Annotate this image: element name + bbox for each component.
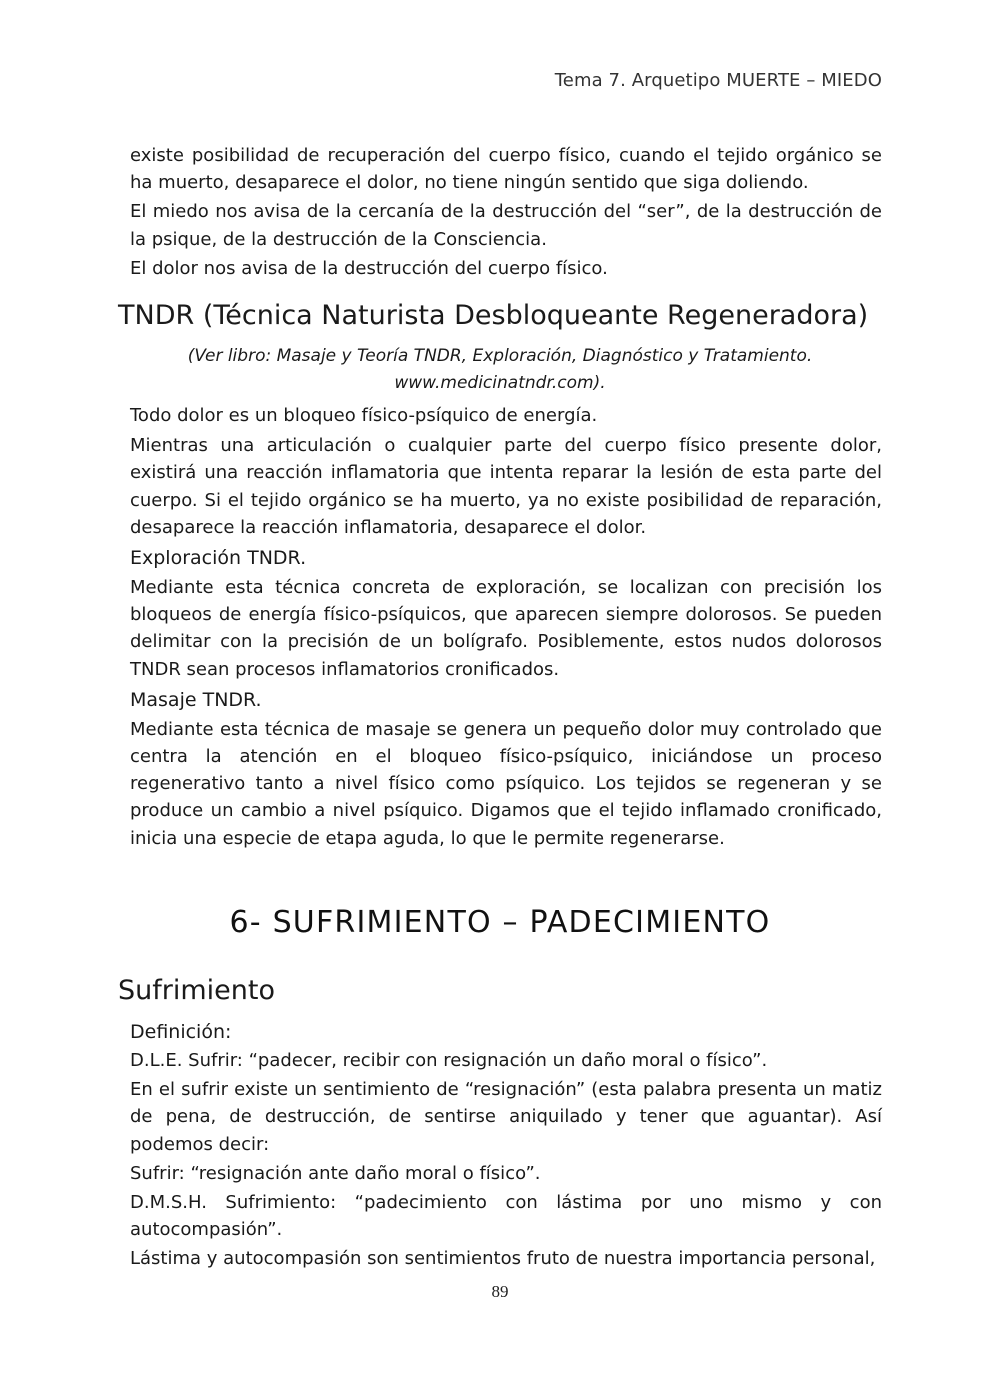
masaje-paragraph: Mediante esta técnica de masaje se genera un pequeño dolor muy controlado que centra la atención en el bloqueo físico-psíquico, iniciándose un proceso regenerativo tanto a nivel físico como psíquico. Los tejidos se regeneran y se produce un cambio a nivel psíquico. Digamos que el tejido inflamado cronificado, inicia una especie de etapa aguda, lo que le permite regenerarse. <box>130 718 882 849</box>
tndr-section-title: TNDR (Técnica Naturista Desbloqueante Regeneradora) <box>118 300 869 331</box>
sufrimiento-paragraph: En el sufrir existe un sentimiento de “resignación” (esta palabra presenta un matiz de pena, de destrucción, de sentirse aniquilado y tener que aguantar). Así podemos decir: <box>130 1079 882 1155</box>
intro-text <box>130 142 882 282</box>
book-reference-line: (Ver libro: Masaje y Teoría TNDR, Exploración, Diagnóstico y Tratamiento. <box>187 346 813 366</box>
running-head: Tema 7. Arquetipo MUERTE – MIEDO <box>554 70 882 91</box>
masaje-heading: Masaje TNDR. <box>130 688 262 711</box>
intro-paragraph: El miedo nos avisa de la cercanía de la destrucción del “ser”, de la destrucción de la psique, de la destrucción de la Consciencia. <box>130 201 882 250</box>
sufrimiento-paragraph: D.L.E. Sufrir: “padecer, recibir con resignación un daño moral o físico”. <box>130 1050 768 1071</box>
book-reference-link: www.medicinatndr.com). <box>394 373 606 393</box>
sufrimiento-section-title: Sufrimiento <box>118 975 275 1006</box>
sufrimiento-paragraph: D.M.S.H. Sufrimiento: “padecimiento con lástima por uno mismo y con autocompasión”. <box>130 1192 882 1241</box>
intro-paragraph: existe posibilidad de recuperación del cuerpo físico, cuando el tejido orgánico se ha muerto, desaparece el dolor, no tiene ningún sentido que siga doliendo. <box>130 145 882 194</box>
tndr-paragraph: Mientras una articulación o cualquier parte del cuerpo físico presente dolor, existirá una reacción inflamatoria que intenta reparar la lesión de esta parte del cuerpo. Si el tejido orgánico se ha muerto, ya no existe posibilidad de reparación, desaparece la reacción inflamatoria, desaparece el dolor. <box>130 435 882 538</box>
tndr-text <box>130 402 882 852</box>
sufrimiento-paragraph: Lástima y autocompasión son sentimientos fruto de nuestra importancia personal, <box>130 1248 876 1270</box>
page-number: 89 <box>491 1282 509 1301</box>
book-reference <box>118 343 882 397</box>
tndr-paragraph: Todo dolor es un bloqueo físico-psíquico de energía. <box>130 405 598 426</box>
exploracion-paragraph: Mediante esta técnica concreta de exploración, se localizan con precisión los bloqueos de energía físico-psíquicos, que aparecen siempre dolorosos. Se pueden delimitar con la precisión de un bolígrafo. Posiblemente, estos nudos dolorosos TNDR sean procesos inflamatorios cronificados. <box>130 577 882 680</box>
intro-paragraph: El dolor nos avisa de la destrucción del cuerpo físico. <box>130 257 608 279</box>
sufrimiento-text <box>130 1019 882 1273</box>
chapter-title: 6- SUFRIMIENTO – PADECIMIENTO <box>229 905 771 940</box>
sufrimiento-paragraph: Sufrir: “resignación ante daño moral o físico”. <box>130 1162 541 1184</box>
definition-heading: Definición: <box>130 1021 232 1043</box>
exploracion-heading: Exploración TNDR. <box>130 547 307 570</box>
